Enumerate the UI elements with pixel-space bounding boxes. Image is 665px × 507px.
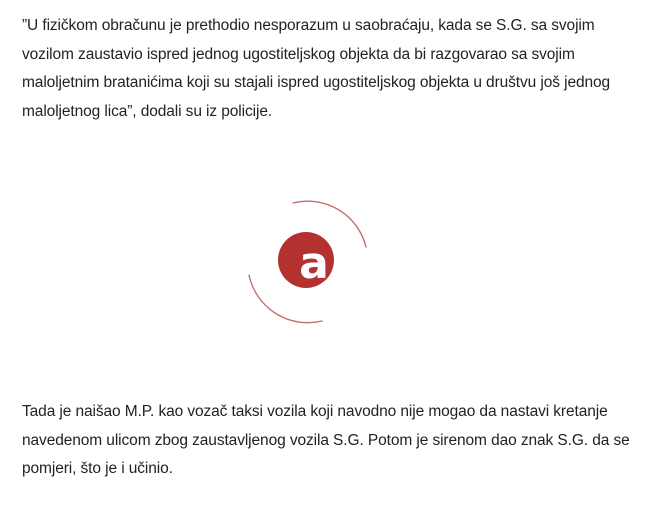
paragraph-line: vozilom zaustavio ispred jednog ugostiteljskog objekta da bi razgovarao sa svojim bbox=[22, 45, 575, 63]
spinner-logo-icon bbox=[238, 193, 376, 331]
loading-spinner bbox=[238, 193, 376, 331]
article-paragraph-2 bbox=[22, 398, 652, 484]
paragraph-line: ”U fizičkom obračunu je prethodio nesporazum u saobraćaju, kada se S.G. sa svojim bbox=[22, 17, 595, 34]
article-paragraph-1 bbox=[22, 12, 652, 127]
paragraph-line: navedenom ulicom zbog zaustavljenog vozila S.G. Potom je sirenom dao znak S.G. da se bbox=[22, 431, 630, 449]
paragraph-line: pomjeri, što je i učinio. bbox=[22, 460, 173, 478]
paragraph-line: maloljetnim bratanićima koji su stajali ispred ugostiteljskog objekta u društvu još jednog bbox=[22, 74, 611, 92]
logo-letter: a bbox=[299, 238, 329, 289]
paragraph-line: Tada je naišao M.P. kao vozač taksi vozila koji navodno nije mogao da nastavi kretanje bbox=[22, 403, 608, 420]
paragraph-line: maloljetnog lica”, dodali su iz policije. bbox=[22, 103, 273, 121]
